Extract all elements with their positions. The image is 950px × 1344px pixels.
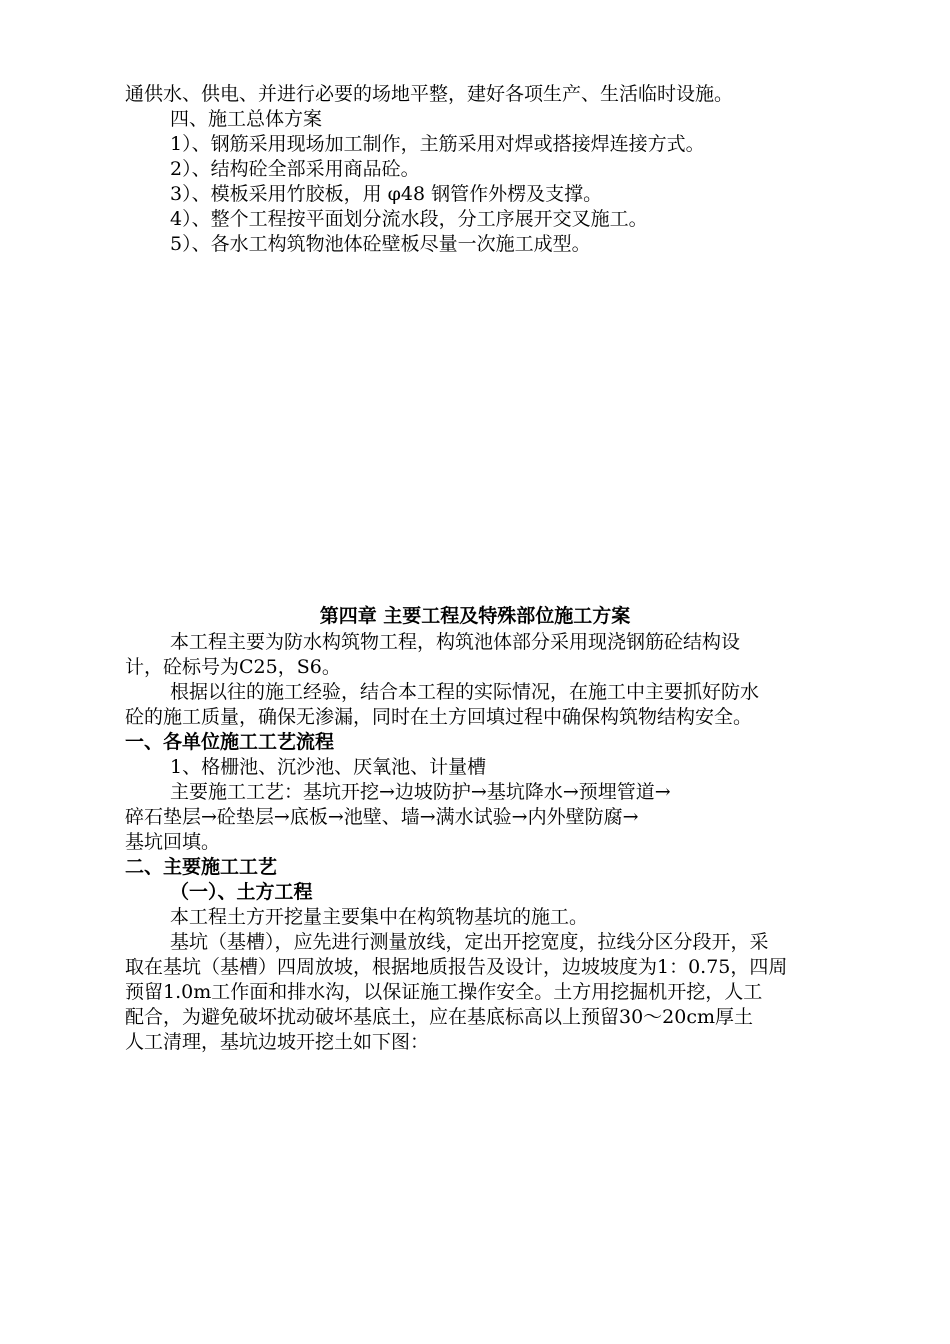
chapter-title: 第四章 主要工程及特殊部位施工方案: [319, 605, 631, 627]
plan-item-2: 2）、结构砼全部采用商品砼。: [170, 158, 420, 180]
section-1-item: 1、格栅池、沉沙池、厌氧池、计量槽: [170, 756, 487, 778]
plan-item-1: 1）、钢筋采用现场加工制作，主筋采用对焊或搭接焊连接方式。: [170, 133, 705, 155]
earthwork-paragraph-2-line-4: 配合，为避免破坏扰动破坏基底土，应在基底标高以上预留30～20cm厚土: [125, 1006, 754, 1028]
paragraph-2-line-2: 砼的施工质量，确保无渗漏，同时在土方回填过程中确保构筑物结构安全。: [125, 706, 753, 728]
earthwork-paragraph-2-line-3: 预留1.0m工作面和排水沟，以保证施工操作安全。土方用挖掘机开挖，人工: [125, 981, 763, 1003]
section-1-heading: 一、各单位施工工艺流程: [125, 731, 335, 753]
earthwork-paragraph-2-line-1: 基坑（基槽），应先进行测量放线，定出开挖宽度，拉线分区分段开，采: [170, 931, 769, 953]
earthwork-paragraph-2-line-2: 取在基坑（基槽）四周放坡，根据地质报告及设计，边坡坡度为1：0.75，四周: [125, 956, 788, 978]
process-line-3: 基坑回填。: [125, 831, 221, 853]
earthwork-paragraph-1: 本工程土方开挖量主要集中在构筑物基坑的施工。: [170, 906, 589, 928]
process-line-1: 主要施工工艺：基坑开挖→边坡防护→基坑降水→预埋管道→: [170, 781, 671, 803]
process-line-2: 碎石垫层→砼垫层→底板→池壁、墙→满水试验→内外壁防腐→: [125, 806, 639, 828]
subsection-earthwork-heading: （一）、土方工程: [170, 881, 313, 903]
intro-line: 通供水、供电、并进行必要的场地平整，建好各项生产、生活临时设施。: [125, 83, 734, 105]
earthwork-paragraph-2-line-5: 人工清理，基坑边坡开挖土如下图：: [125, 1031, 430, 1053]
plan-item-3: 3）、模板采用竹胶板，用 φ48 钢管作外楞及支撑。: [170, 183, 603, 205]
plan-item-4: 4）、整个工程按平面划分流水段，分工序展开交叉施工。: [170, 208, 648, 230]
paragraph-1-line-2: 计，砼标号为C25，S6。: [125, 656, 341, 678]
section-title-general-plan: 四、施工总体方案: [170, 108, 323, 130]
paragraph-2-line-1: 根据以往的施工经验，结合本工程的实际情况，在施工中主要抓好防水: [170, 681, 760, 703]
paragraph-1-line-1: 本工程主要为防水构筑物工程，构筑池体部分采用现浇钢筋砼结构设: [170, 631, 741, 653]
section-2-heading: 二、主要施工工艺: [125, 856, 278, 878]
plan-item-5: 5）、各水工构筑物池体砼壁板尽量一次施工成型。: [170, 233, 591, 255]
